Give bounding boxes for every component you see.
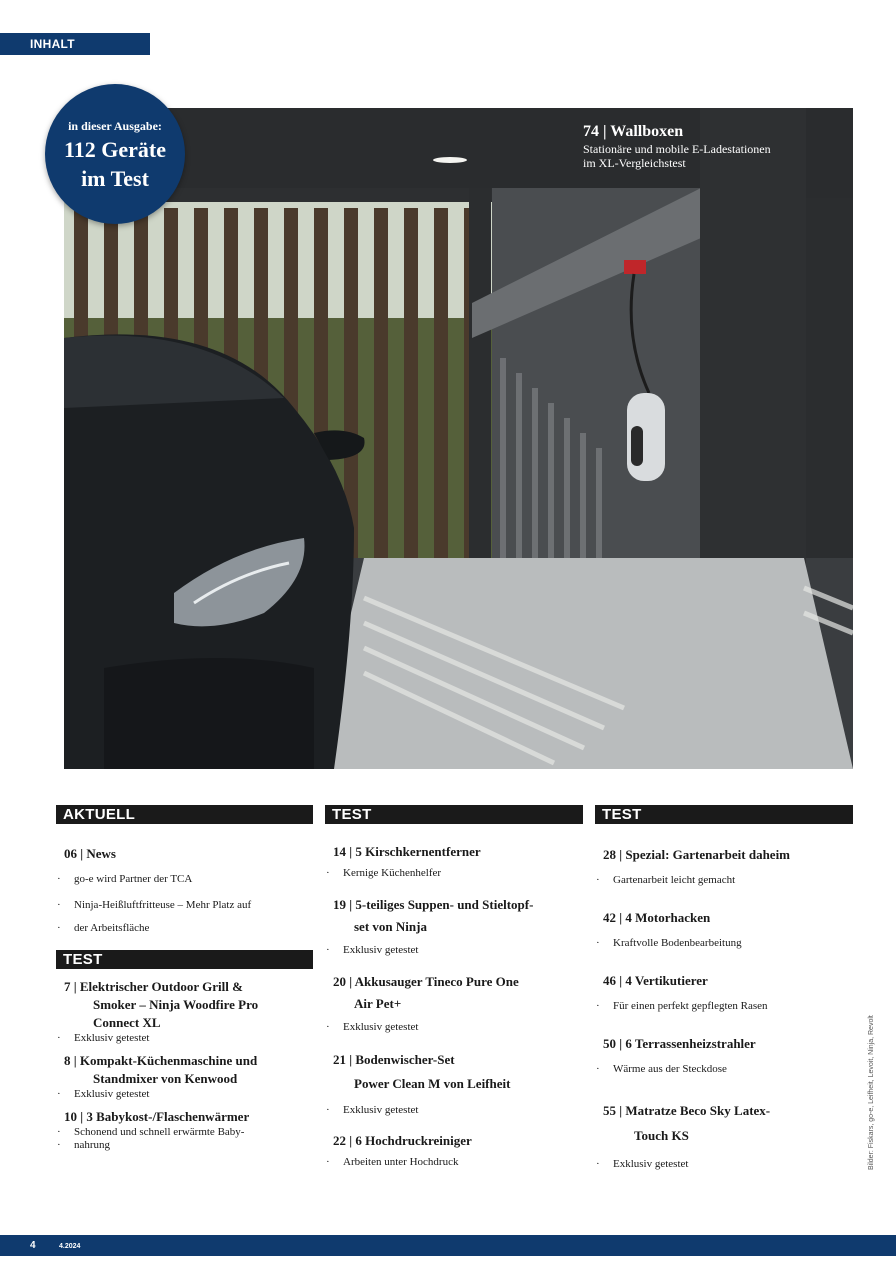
- toc-column-2: [325, 805, 583, 1169]
- toc-entry-subtitle-cont: · nahrung: [56, 1139, 313, 1152]
- toc-entry-subtitle: · Arbeiten unter Hochdruck: [325, 1156, 583, 1169]
- toc-entry-gartenarbeit[interactable]: 28 | Spezial: Gartenarbeit daheim: [603, 847, 791, 862]
- toc-entry-heizstrahler[interactable]: 50 | 6 Terrassenheizstrahler: [603, 1036, 756, 1051]
- toc-entry-subtitle: · Exklusiv getestet: [56, 1032, 313, 1045]
- toc-entry-subtitle: · Schonend und schnell erwärmte Baby-: [56, 1126, 313, 1139]
- hero-caption: [583, 122, 843, 170]
- toc-entry-outdoor-grill[interactable]: 7 | Elektrischer Outdoor Grill & Smoker – Ninja Woodfire Pro Connect XL: [64, 979, 259, 1030]
- section-tag: INHALT: [0, 33, 150, 55]
- toc-column-1: [56, 805, 313, 1152]
- toc-entry-leifheit[interactable]: 21 | Bodenwischer-Set Power Clean M von Leifheit: [333, 1052, 511, 1091]
- toc-column-3: [595, 805, 853, 1171]
- toc-entry-babykost[interactable]: 10 | 3 Babykost-/Flaschenwärmer: [64, 1109, 250, 1124]
- toc-entry-vertikutierer[interactable]: 46 | 4 Vertikutierer: [603, 973, 708, 988]
- toc-entry-subtitle-cont: · der Arbeitsfläche: [56, 922, 313, 935]
- toc-entry-subtitle: · Exklusiv getestet: [595, 1158, 853, 1171]
- hero-subtitle-line: im XL-Vergleichstest: [583, 156, 686, 170]
- toc-entry-subtitle: · Exklusiv getestet: [56, 1088, 313, 1101]
- toc-entry-kenwood[interactable]: 8 | Kompakt-Küchenmaschine und Standmixer von Kenwood: [64, 1053, 258, 1086]
- section-header-test: TEST: [56, 950, 313, 969]
- toc-entry-news[interactable]: 06 | News: [64, 846, 116, 861]
- toc-entry-subtitle: · go-e wird Partner der TCA: [56, 873, 313, 886]
- section-header-test: TEST: [595, 805, 853, 824]
- toc-entry-subtitle: · Exklusiv getestet: [325, 1104, 583, 1117]
- page-number: 4: [30, 1240, 36, 1251]
- footer-bar: [0, 1235, 896, 1256]
- photo-credit: Bilder: Fiskars, go-e, Leifheit, Levoit, Ninja, Revolt: [868, 1015, 875, 1170]
- hero-title[interactable]: 74 | Wallboxen: [583, 123, 684, 140]
- badge-count: 112 Geräte: [63, 137, 167, 162]
- section-header-test: TEST: [325, 805, 583, 824]
- toc-entry-subtitle: · Für einen perfekt gepflegten Rasen: [595, 1000, 853, 1013]
- badge-suffix: im Test: [81, 166, 149, 191]
- toc-entry-motorhacken[interactable]: 42 | 4 Motorhacken: [603, 910, 711, 925]
- toc-entry-subtitle: · Ninja-Heißluftfritteuse – Mehr Platz auf: [56, 899, 313, 912]
- toc-entry-subtitle: · Kraftvolle Bodenbearbeitung: [595, 937, 853, 950]
- toc-entry-tineco[interactable]: 20 | Akkusauger Tineco Pure One Air Pet+: [333, 974, 519, 1011]
- section-header-aktuell: AKTUELL: [56, 805, 313, 824]
- toc-entry-subtitle: · Exklusiv getestet: [325, 944, 583, 957]
- toc-entry-subtitle: · Kernige Küchenhelfer: [325, 867, 583, 880]
- toc-entry-subtitle: · Gartenarbeit leicht gemacht: [595, 874, 853, 887]
- hero-subtitle-line: Stationäre und mobile E-Ladestationen: [583, 142, 771, 156]
- issue-badge: [45, 84, 185, 224]
- carport-photo: [64, 108, 853, 769]
- hero-image: [64, 108, 853, 769]
- badge-label: in dieser Ausgabe:: [68, 119, 162, 133]
- toc-entry-matratze[interactable]: 55 | Matratze Beco Sky Latex- Touch KS: [603, 1103, 771, 1143]
- toc-entry-hochdruck[interactable]: 22 | 6 Hochdruckreiniger: [333, 1133, 472, 1148]
- toc-entry-subtitle: · Exklusiv getestet: [325, 1021, 583, 1034]
- toc-entry-kirschkern[interactable]: 14 | 5 Kirschkernentferner: [333, 844, 481, 859]
- issue-number: 4.2024: [59, 1243, 81, 1250]
- toc-entry-subtitle: · Wärme aus der Steckdose: [595, 1063, 853, 1076]
- toc-entry-ninja-topfset[interactable]: 19 | 5-teiliges Suppen- und Stieltopf- set von Ninja: [333, 897, 534, 934]
